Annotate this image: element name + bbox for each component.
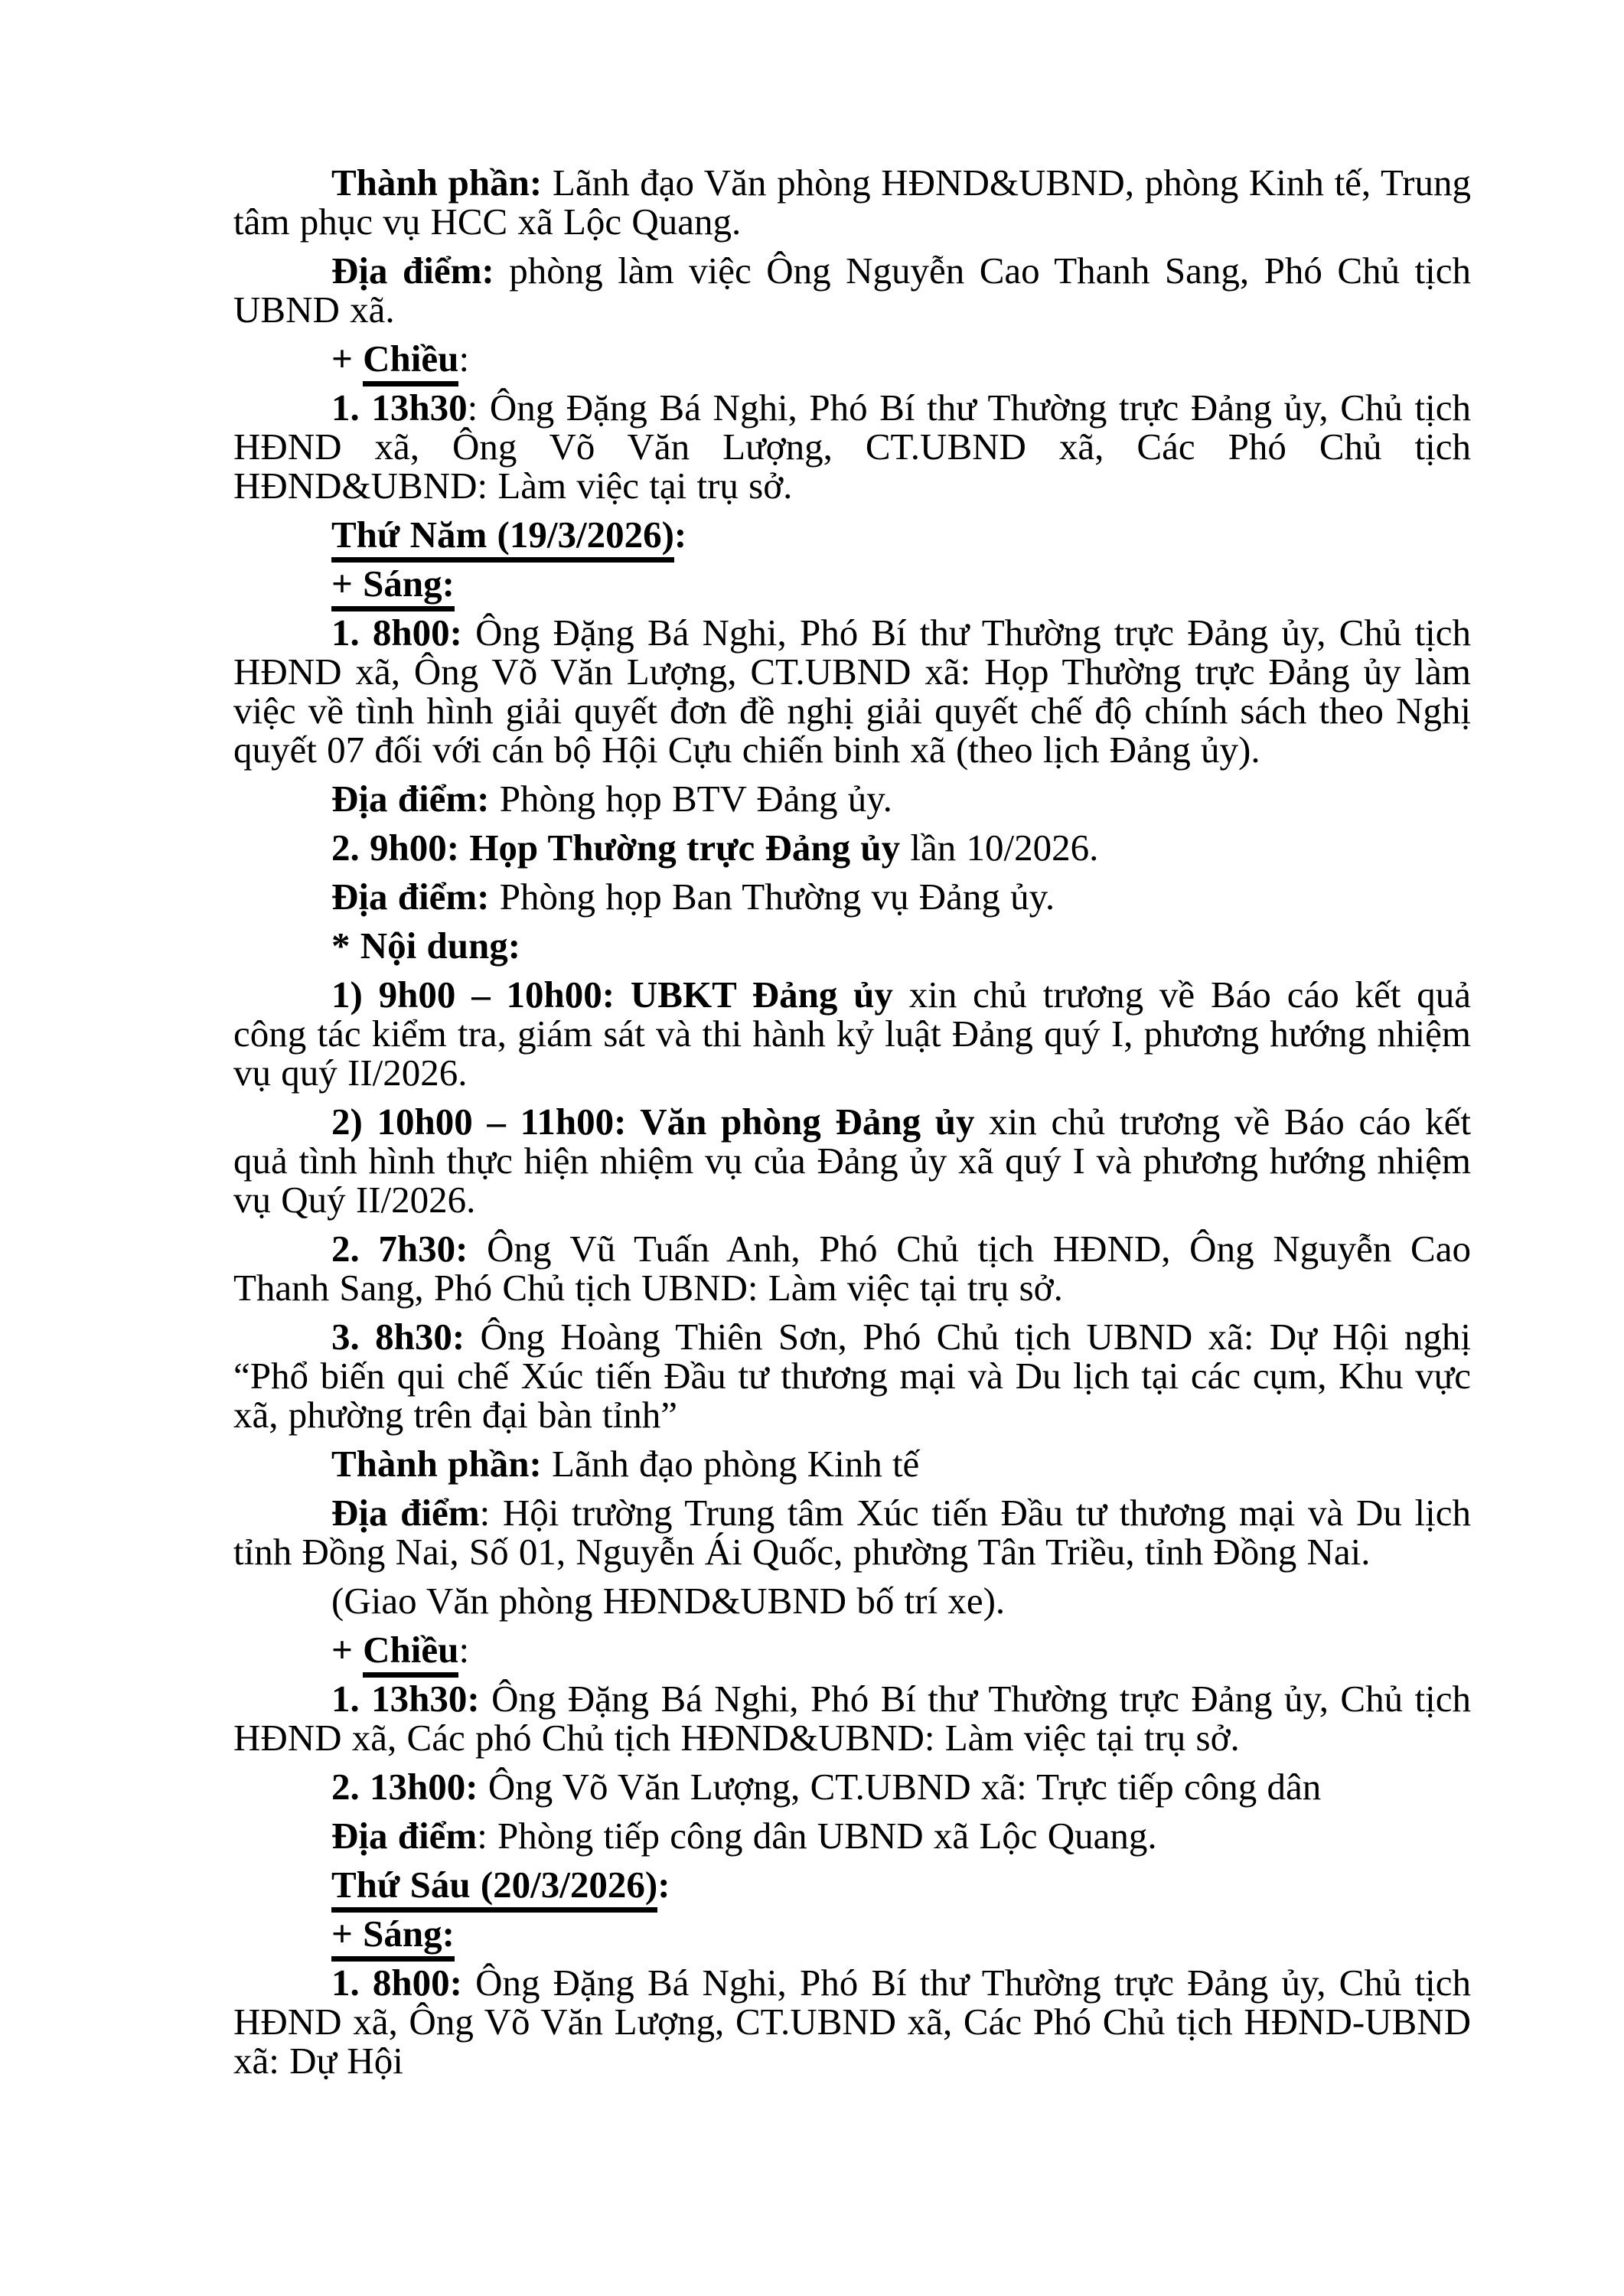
text-run: 1. 8h00: <box>331 612 462 654</box>
text-run: + Sáng: <box>331 1913 455 1962</box>
text-run: : <box>458 338 470 380</box>
paragraph-body <box>233 1679 1471 1757</box>
text-run: Lãnh đạo Văn phòng HĐND&UBND, phòng Kinh tế, Trung tâm phục vụ HCC xã Lộc Quang. <box>233 161 1472 243</box>
text-run: Lãnh đạo phòng Kinh tế <box>541 1443 920 1485</box>
text-run: + Sáng: <box>331 563 455 612</box>
text-run: Địa điểm <box>331 1492 480 1534</box>
paragraph-session <box>233 339 1471 378</box>
paragraph-body <box>233 1581 1471 1620</box>
text-run: : Ông Đặng Bá Nghi, Phó Bí thư Thường trực Đảng ủy, Chủ tịch HĐND xã, Ông Võ Văn Lượng, CT.UBND xã, Các Phó Chủ tịch HĐND&UBND: Làm việc tại trụ sở. <box>233 386 1471 507</box>
text-run: Địa điểm: <box>331 249 494 292</box>
paragraph-session <box>233 564 1471 603</box>
paragraph-body <box>233 779 1471 818</box>
paragraph-body <box>233 926 1471 965</box>
text-run: Thứ Sáu (20/3/2026) <box>331 1864 657 1913</box>
paragraph-body <box>233 1816 1471 1855</box>
text-run: Phòng họp Ban Thường vụ Đảng ủy. <box>489 876 1055 918</box>
text-run: 1. 8h00: <box>331 1962 462 2004</box>
text-run: Địa điểm: <box>331 778 490 820</box>
text-run: : <box>458 1629 470 1671</box>
paragraph-body <box>233 975 1471 1092</box>
text-run: Ông Vũ Tuấn Anh, Phó Chủ tịch HĐND, Ông Nguyễn Cao Thanh Sang, Phó Chủ tịch UBND: Làm việc tại trụ sở. <box>233 1228 1471 1309</box>
text-run: (Giao Văn phòng HĐND&UBND bố trí xe). <box>331 1580 1006 1622</box>
paragraph-day <box>233 515 1471 554</box>
text-run: 2. 9h00: Họp Thường trực Đảng ủy <box>331 827 901 869</box>
paragraph-body <box>233 1102 1471 1219</box>
text-run: : <box>657 1864 670 1906</box>
text-run: : Hội trường Trung tâm Xúc tiến Đầu tư thương mại và Du lịch tỉnh Đồng Nai, Số 01, Nguyễn Ái Quốc, phường Tân Triều, tỉnh Đồng Nai. <box>233 1492 1472 1573</box>
paragraph-body <box>233 1767 1471 1806</box>
text-run: 1) 9h00 – 10h00: UBKT Đảng ủy <box>331 974 893 1016</box>
text-run: Ông Võ Văn Lượng, CT.UBND xã: Trực tiếp công dân <box>478 1766 1322 1808</box>
text-run: Thứ Năm (19/3/2026) <box>331 514 674 563</box>
text-run: 2. 13h00: <box>331 1766 478 1808</box>
text-run: Ông Đặng Bá Nghi, Phó Bí thư Thường trực Đảng ủy, Chủ tịch HĐND xã, Ông Võ Văn Lượng, CT.UBND xã, Các Phó Chủ tịch HĐND-UBND xã: Dự Hội <box>233 1962 1471 2082</box>
paragraph-day <box>233 1865 1471 1904</box>
text-run: : <box>673 514 687 556</box>
text-run: 2. 7h30: <box>331 1228 468 1270</box>
text-run: Ông Đặng Bá Nghi, Phó Bí thư Thường trực Đảng ủy, Chủ tịch HĐND xã, Ông Võ Văn Lượng, CT.UBND xã: Họp Thường trực Đảng ủy làm việc về tình hình giải quyết đơn đề nghị giải quyết chế độ chính sách theo Nghị quyết 07 đối với cán bộ Hội Cựu chiến binh xã (theo lịch Đảng ủy). <box>233 612 1471 771</box>
text-run: phòng làm việc Ông Nguyễn Cao Thanh Sang, Phó Chủ tịch UBND xã. <box>233 249 1471 331</box>
paragraph-body <box>233 828 1471 867</box>
paragraph-body <box>233 388 1471 505</box>
text-run: xin chủ trương về Báo cáo kết quả tình hình thực hiện nhiệm vụ của Đảng ủy xã quý I và phương hướng nhiệm vụ Quý II/2026. <box>233 1101 1471 1221</box>
text-run: lần 10/2026. <box>900 827 1099 869</box>
text-run: Ông Đặng Bá Nghi, Phó Bí thư Thường trực Đảng ủy, Chủ tịch HĐND xã, Các phó Chủ tịch HĐND&UBND: Làm việc tại trụ sở. <box>233 1678 1471 1759</box>
paragraph-session <box>233 1914 1471 1953</box>
text-run: 2) 10h00 – 11h00: Văn phòng Đảng ủy <box>331 1101 975 1143</box>
paragraph-body <box>233 251 1471 329</box>
text-run: Địa điểm: <box>331 876 490 918</box>
text-run: Thành phần: <box>331 1443 542 1485</box>
text-run: 1. 13h30 <box>331 386 468 429</box>
paragraph-body <box>233 1963 1471 2080</box>
text-run: xin chủ trương về Báo cáo kết quả công tác kiểm tra, giám sát và thi hành kỷ luật Đảng quý I, phương hướng nhiệm vụ quý II/2026. <box>233 974 1471 1094</box>
text-run: * Nội dung: <box>331 925 521 967</box>
paragraph-body <box>233 1229 1471 1307</box>
paragraph-body <box>233 1493 1471 1571</box>
text-run: Phòng họp BTV Đảng ủy. <box>489 778 892 820</box>
paragraph-body <box>233 163 1471 241</box>
paragraph-session <box>233 1630 1471 1669</box>
text-run: 1. 13h30: <box>331 1678 480 1720</box>
text-run: Chiều <box>363 338 458 386</box>
text-run: Chiều <box>363 1629 458 1678</box>
document-body <box>233 163 1471 2080</box>
paragraph-body <box>233 613 1471 769</box>
text-run: Ông Hoàng Thiên Sơn, Phó Chủ tịch UBND xã: Dự Hội nghị “Phổ biến qui chế Xúc tiến Đầu tư thương mại và Du lịch tại các cụm, Khu vực xã, phường trên đại bàn tỉnh” <box>233 1316 1471 1436</box>
text-run: Địa điểm <box>331 1815 478 1857</box>
text-run: Thành phần: <box>331 161 543 204</box>
text-run: : Phòng tiếp công dân UBND xã Lộc Quang. <box>477 1815 1157 1857</box>
paragraph-body <box>233 1317 1471 1434</box>
paragraph-body <box>233 1444 1471 1483</box>
paragraph-body <box>233 877 1471 916</box>
text-run: 3. 8h30: <box>331 1316 465 1358</box>
text-run: + <box>331 1629 364 1671</box>
text-run: + <box>331 338 364 380</box>
